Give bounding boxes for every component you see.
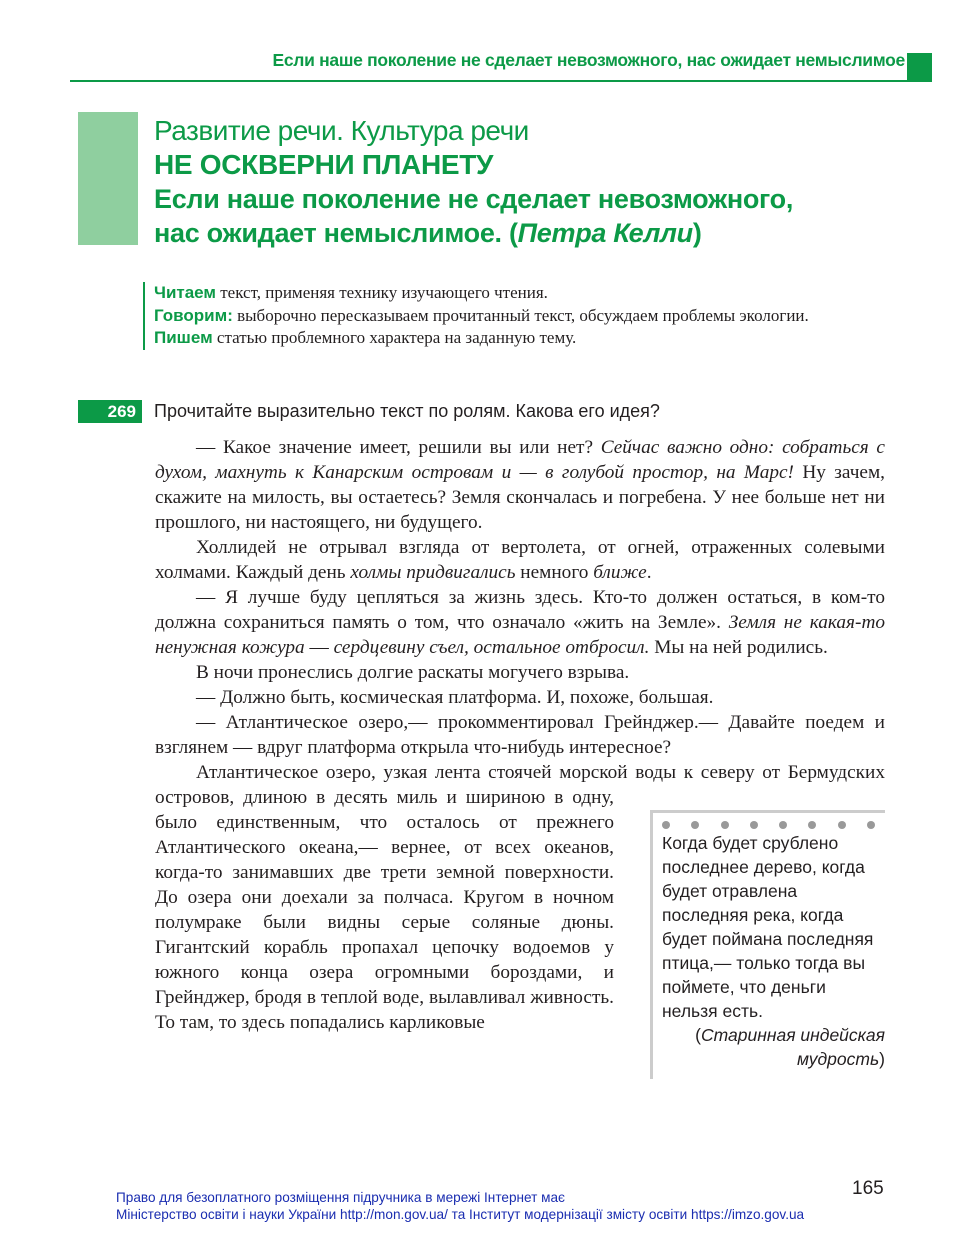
lesson-goals (143, 282, 896, 350)
italic-phrase: ближе (593, 562, 647, 583)
goal-speaking (154, 305, 896, 328)
goal-text: выборочно пересказываем прочитанный текст, обсуждаем проблемы экологии. (232, 305, 809, 325)
paragraph (155, 585, 885, 660)
footer-line2: Міністерство освіти і науки України http://mon.gov.ua/ та Інститут модернізації змісту освіти https://imzo.gov.ua (116, 1207, 805, 1222)
paragraph (155, 535, 885, 585)
exercise-task: Прочитайте выразительно текст по ролям. Какова его идея? (154, 401, 660, 421)
epigraph-line2: нас ожидает немыслимое. ( (154, 218, 518, 248)
text-run: — (304, 637, 334, 658)
epigraph (154, 182, 793, 250)
running-head-marker (907, 53, 932, 80)
italic-phrase: Сейчас важно одно: собраться с духом, махнуть к Канарским островам и — в голубой простор, на Марс! (155, 437, 885, 483)
goal-text: статью проблемного характера на заданную тему. (212, 328, 577, 347)
epigraph-author: Петра Келли (517, 218, 693, 248)
goal-writing (154, 327, 896, 350)
paragraph (155, 435, 885, 535)
goal-reading (154, 282, 896, 305)
text-run: . (646, 562, 652, 583)
section-color-bar (78, 112, 138, 245)
quote-box (650, 810, 885, 1079)
italic-phrase: Земля не какая-то ненужная кожура (155, 612, 886, 658)
quote-text: Когда будет срублено последнее дерево, когда будет отравлена последняя река, когда будет поймана последняя птица,— только тогда вы поймете, что деньги нельзя есть. (662, 833, 874, 1021)
goal-keyword: Читаем (154, 283, 216, 302)
italic-phrase: холмы придвигались (350, 562, 516, 583)
text-run: Холлидей не отрывал взгляда от вертолета, от огней, отраженных солевыми холмами. Каждый день (155, 537, 885, 583)
page-number: 165 (852, 1178, 884, 1199)
paragraph (155, 685, 885, 710)
paragraph (155, 660, 885, 685)
reading-text (155, 435, 885, 1079)
text-run: Мы на ней родились. (649, 637, 828, 658)
epigraph-line1: Если наше поколение не сделает невозможного, (154, 184, 794, 214)
text-run: немного (515, 562, 594, 583)
text-run: В ночи пронеслись долгие раскаты могучего взрыва. (196, 662, 630, 683)
running-head: Если наше поколение не сделает невозможного, нас ожидает немыслимое (272, 50, 905, 70)
paragraph (155, 760, 885, 1069)
paragraph (155, 710, 885, 760)
text-run: — Должно быть, космическая платформа. И, похоже, большая. (196, 687, 714, 708)
goal-keyword: Говорим: (154, 305, 233, 325)
text-run: — Какое значение имеет, решили вы или нет? (196, 437, 601, 458)
dotted-decoration (662, 821, 875, 829)
text-run: Ну зачем, скажите на милость, вы остаетесь? Земля скончалась и погребена. У нее больше нет ни прошлого, ни настоящего, ни будущего. (155, 462, 885, 533)
footer-notice (116, 1189, 804, 1223)
running-head-rule (70, 80, 932, 82)
text-run: — Атлантическое озеро,— прокомментировал Грейнджер.— Давайте поедем и взглянем — вдруг платформа открыла что-нибудь интересное? (155, 712, 885, 758)
goal-text: текст, применяя технику изучающего чтения. (215, 283, 548, 302)
quote-source: (Старинная индейская мудрость) (695, 1025, 885, 1069)
text-run: — Я лучше буду цепляться за жизнь здесь. Кто-то должен остаться, в ком-то должна сохраниться память о том, что означало «жить на Земле». (155, 587, 885, 633)
section-header (154, 114, 793, 250)
section-title: НЕ ОСКВЕРНИ ПЛАНЕТУ (154, 149, 494, 180)
epigraph-close: ) (692, 218, 702, 248)
italic-phrase: сердцевину съел, остальное отбросил. (333, 637, 650, 658)
paragraph-text: Атлантическое озеро, узкая лента стоячей морской воды к северу от Бермудских островов, длиною в десять миль и шириною в одну, было единственным, что осталось от прежнего Атлантического океана,— вернее, от всех океанов, когда-то занимавших две трети земной поверхности. До озера они доехали за полчаса. Кругом в ночном полумраке были видны серые соляные дюны. Гигантский корабль пропахал цепочку водоемов у южного конца озера огромными бороздами, и Грейнджер, бродя в теплой воде, вылавливал живность. То там, то здесь попадались карликовые (155, 762, 885, 1033)
goal-keyword: Пишем (154, 328, 213, 347)
section-subtitle: Развитие речи. Культура речи (154, 115, 529, 146)
footer-line1: Право для безоплатного розміщення підручника в мережі Інтернет має (116, 1190, 565, 1205)
exercise-number: 269 (78, 400, 142, 423)
